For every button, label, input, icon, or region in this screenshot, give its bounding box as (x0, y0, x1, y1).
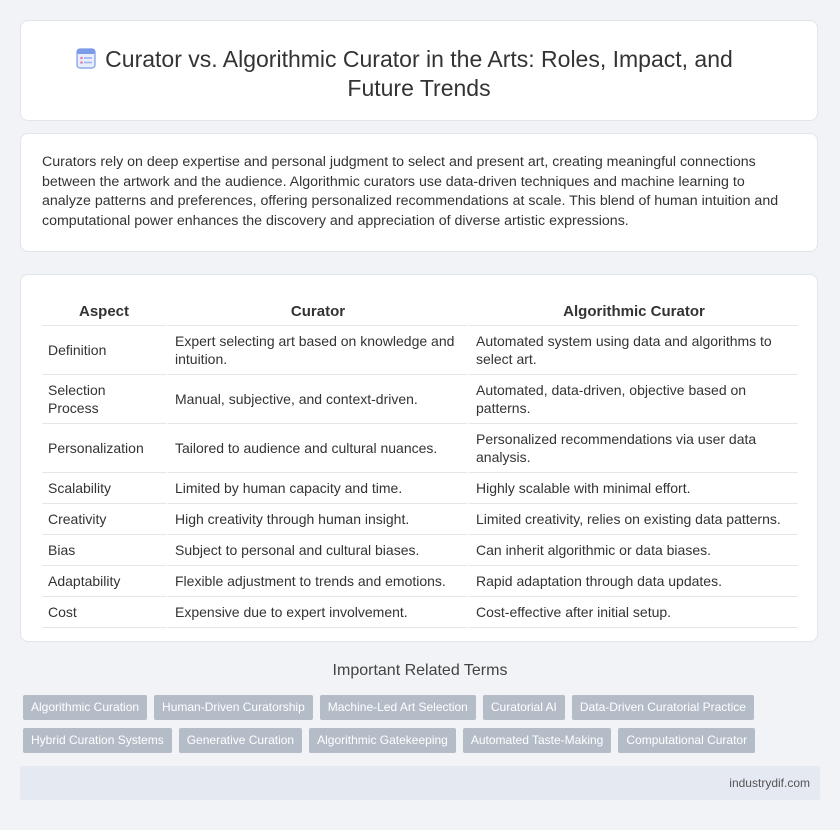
column-header: Algorithmic Curator (467, 295, 798, 326)
table-cell: Tailored to audience and cultural nuances. (166, 424, 467, 473)
table-cell: Automated, data-driven, objective based on patterns. (467, 375, 798, 424)
table-row (42, 535, 798, 566)
document-list-icon (75, 47, 97, 69)
table-row (42, 504, 798, 535)
related-term-tag[interactable]: Algorithmic Gatekeeping (309, 728, 456, 753)
related-terms-title: Important Related Terms (332, 662, 508, 679)
table-cell: Manual, subjective, and context-driven. (166, 375, 467, 424)
table-cell: High creativity through human insight. (166, 504, 467, 535)
table-cell: Flexible adjustment to trends and emotions. (166, 566, 467, 597)
table-cell: Expensive due to expert involvement. (166, 597, 467, 628)
table-cell: Scalability (42, 473, 166, 504)
column-header: Curator (166, 295, 467, 326)
comparison-table (42, 295, 798, 628)
related-term-tag[interactable]: Human-Driven Curatorship (154, 695, 313, 720)
table-header-row (42, 295, 798, 326)
table-row (42, 597, 798, 628)
table-cell: Cost-effective after initial setup. (467, 597, 798, 628)
related-term-tag[interactable]: Machine-Led Art Selection (320, 695, 476, 720)
table-cell: Rapid adaptation through data updates. (467, 566, 798, 597)
related-term-tag[interactable]: Curatorial AI (483, 695, 565, 720)
table-row (42, 424, 798, 473)
table-row (42, 566, 798, 597)
table-cell: Creativity (42, 504, 166, 535)
table-cell: Can inherit algorithmic or data biases. (467, 535, 798, 566)
table-row (42, 473, 798, 504)
table-cell: Subject to personal and cultural biases. (166, 535, 467, 566)
table-cell: Limited by human capacity and time. (166, 473, 467, 504)
title-row (21, 45, 817, 103)
footer-site-link[interactable]: industrydif.com (729, 776, 810, 790)
table-cell: Bias (42, 535, 166, 566)
related-term-tag[interactable]: Data-Driven Curatorial Practice (572, 695, 754, 720)
column-header: Aspect (42, 295, 166, 326)
tag-row (23, 728, 813, 753)
table-cell: Selection Process (42, 375, 166, 424)
table-cell: Personalization (42, 424, 166, 473)
related-term-tag[interactable]: Automated Taste-Making (463, 728, 612, 753)
intro-card (20, 133, 818, 252)
table-cell: Automated system using data and algorithms to select art. (467, 326, 798, 375)
table-row (42, 375, 798, 424)
table-cell: Highly scalable with minimal effort. (467, 473, 798, 504)
table-row (42, 326, 798, 375)
table-cell: Adaptability (42, 566, 166, 597)
comparison-card (20, 274, 818, 642)
footer (20, 766, 820, 800)
intro-paragraph: Curators rely on deep expertise and personal judgment to select and present art, creating meaningful connections between the artwork and the audience. Algorithmic curators use data-driven techniques and machine learning to analyze patterns and preferences, offering personalized recommendations at scale. This blend of human intuition and computational power enhances the discovery and appreciation of diverse artistic expressions. (42, 154, 779, 229)
related-term-tag[interactable]: Algorithmic Curation (23, 695, 147, 720)
table-cell: Definition (42, 326, 166, 375)
tag-row (23, 695, 813, 720)
table-cell: Cost (42, 597, 166, 628)
table-cell: Expert selecting art based on knowledge and intuition. (166, 326, 467, 375)
related-term-tag[interactable]: Hybrid Curation Systems (23, 728, 172, 753)
table-cell: Limited creativity, relies on existing data patterns. (467, 504, 798, 535)
related-term-tag[interactable]: Computational Curator (618, 728, 755, 753)
title-card (20, 20, 818, 121)
table-cell: Personalized recommendations via user data analysis. (467, 424, 798, 473)
related-terms (23, 695, 813, 761)
related-term-tag[interactable]: Generative Curation (179, 728, 302, 753)
page-title: Curator vs. Algorithmic Curator in the Arts: Roles, Impact, and Future Trends (105, 46, 733, 101)
